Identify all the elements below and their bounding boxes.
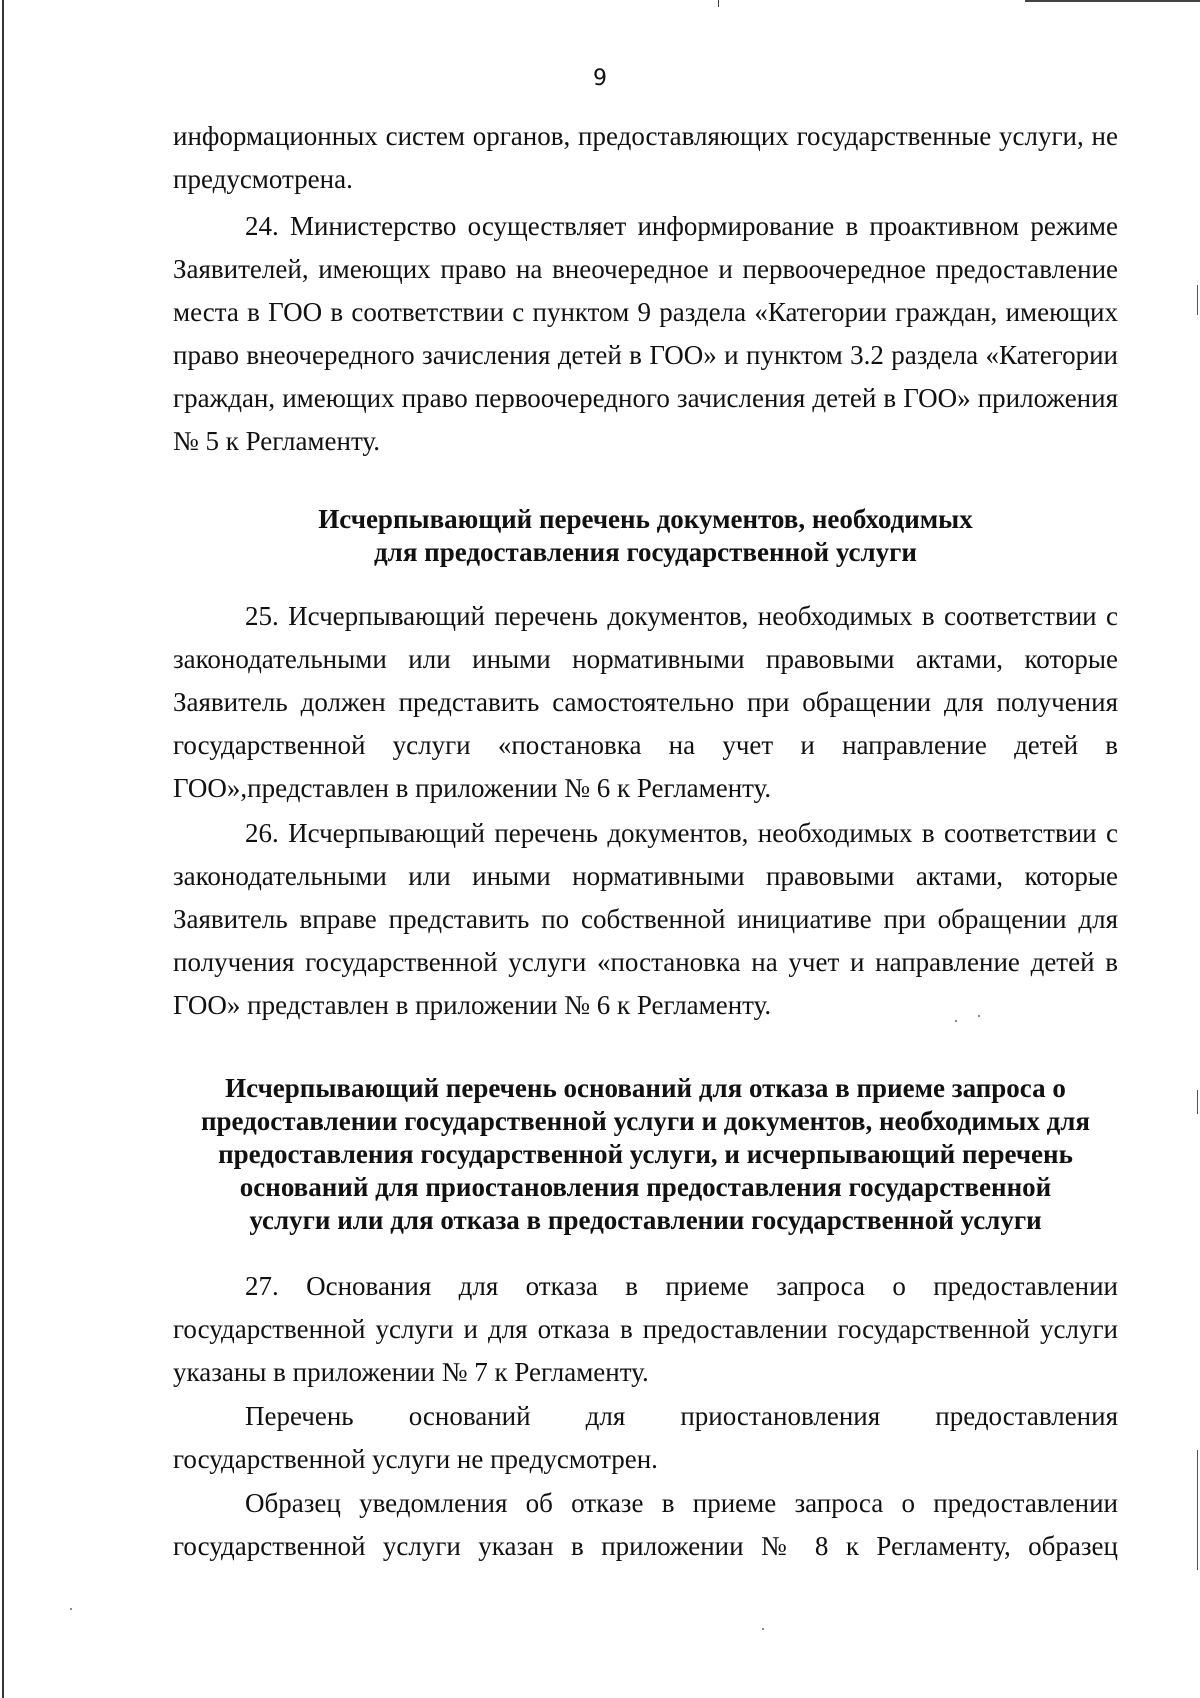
scan-mark-right (1197, 1090, 1198, 1114)
scan-speck (762, 1628, 764, 1630)
paragraph-intro (173, 115, 1118, 201)
heading-line: для предоставления государственной услуги (374, 537, 917, 567)
paragraph-26 (173, 812, 1118, 1027)
heading-line: предоставлении государственной услуги и документов, необходимых для (200, 1106, 1091, 1136)
heading-line: Исчерпывающий перечень оснований для отказа в приеме запроса о (225, 1073, 1066, 1103)
paragraph-text: 25. Исчерпывающий перечень документов, необходимых в соответствии с законодательными или иными нормативными правовыми актами, которые Заявитель должен представить самостоятельно при обращении для получения государственной услуги «постановка на учет и направление детей в ГОО»,представлен в приложении № 6 к Регламенту. (173, 601, 1118, 803)
section-heading-documents (173, 503, 1118, 569)
paragraph-27 (173, 1265, 1118, 1394)
heading-line: услуги или для отказа в предоставлении государственной услуги (249, 1205, 1042, 1235)
paragraph-text: Перечень оснований для приостановления предоставления государственной услуги не предусмотрен. (173, 1401, 1118, 1474)
paragraph-text: 24. Министерство осуществляет информирование в проактивном режиме Заявителей, имеющих право на внеочередное и первоочередное предоставление места в ГОО в соответствии с пунктом 9 раздела «Категории граждан, имеющих право внеочередного зачисления детей в ГОО» и пунктом 3.2 раздела «Категории граждан, имеющих право первоочередного зачисления детей в ГОО» приложения № 5 к Регламенту. (173, 211, 1118, 456)
heading-line: оснований для приостановления предоставления государственной (239, 1172, 1052, 1202)
scan-mark-top (718, 0, 719, 7)
paragraph-text: информационных систем органов, предоставляющих государственные услуги, не предусмотрена. (173, 121, 1118, 194)
scan-edge-top (1025, 0, 1200, 2)
section-heading-refusal (173, 1072, 1118, 1237)
paragraph-suspension (173, 1395, 1118, 1481)
paragraph-text: Образец уведомления об отказе в приеме запроса о предоставлении государственной услуги указан в приложении № 8 к Регламенту, образец (173, 1488, 1118, 1561)
paragraph-sample (173, 1482, 1118, 1568)
scan-mark-right (1197, 1450, 1198, 1570)
scan-speck (70, 1608, 72, 1610)
scan-edge-left (2, 0, 4, 1698)
page-number: 9 (593, 66, 607, 91)
paragraph-24 (173, 205, 1118, 463)
heading-line: предоставления государственной услуги, и исчерпывающий перечень (218, 1139, 1073, 1169)
paragraph-text: 27. Основания для отказа в приеме запроса о предоставлении государственной услуги и для отказа в предоставлении государственной услуги указаны в приложении № 7 к Регламенту. (173, 1271, 1118, 1387)
paragraph-25 (173, 595, 1118, 810)
heading-line: Исчерпывающий перечень документов, необходимых (318, 504, 973, 534)
scan-mark-right (1197, 285, 1198, 315)
paragraph-text: 26. Исчерпывающий перечень документов, необходимых в соответствии с законодательными или иными нормативными правовыми актами, которые Заявитель вправе представить по собственной инициативе при обращении для получения государственной услуги «постановка на учет и направление детей в ГОО» представлен в приложении № 6 к Регламенту. (173, 818, 1118, 1020)
